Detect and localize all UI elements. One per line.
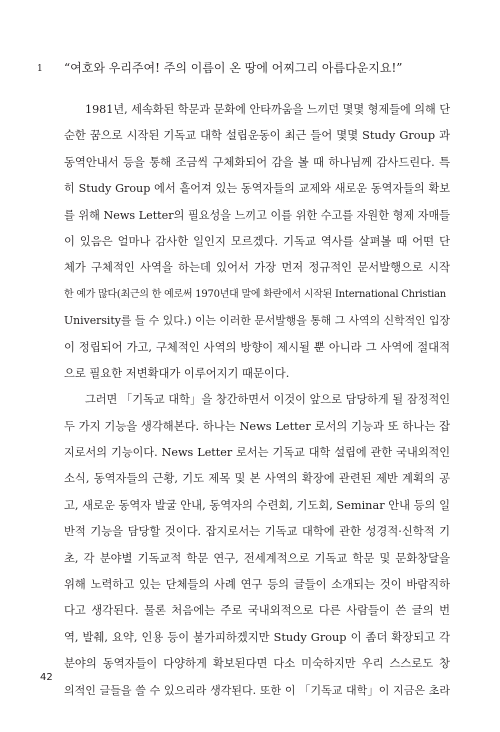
text-line: 위해 노력하고 있는 단체들의 사례 연구 등의 글들이 소개되는 것이 바람직하 <box>64 578 450 592</box>
text-line: 의적인 글들을 쓸 수 있으리라 생각된다. 또한 이 「기독교 대학」이 지금은 초라 <box>64 683 450 697</box>
body-text <box>64 97 450 704</box>
text-line: 를 위해 News Letter의 필요성을 느끼고 이를 위한 수고를 자원한 형제 자매들 <box>64 208 450 222</box>
text-line: 히 Study Group 에서 흩어져 있는 동역자들의 교제와 새로운 동역자들의 확보 <box>64 182 450 196</box>
text-line: 그러면 「기독교 대학」을 창간하면서 이것이 앞으로 담당하게 될 잠정적인 <box>85 393 450 407</box>
text-line: 초, 각 분야별 기독교적 학문 연구, 전세계적으로 기독교 학문 및 문화창달을 <box>64 551 450 565</box>
text-line: 소식, 동역자들의 근황, 기도 제목 및 본 사역의 확장에 관련된 제반 계획의 공 <box>64 472 450 486</box>
footnote-marker: 1 <box>37 64 43 74</box>
text-line: 지로서의 기능이다. News Letter 로서는 기독교 대학 설립에 관한 국내외적인 <box>64 446 450 460</box>
paragraph-1 <box>64 97 450 387</box>
text-line: 체가 구체적인 사역을 하는데 있어서 가장 먼저 정규적인 문서발행으로 시작 <box>64 261 450 275</box>
text-line: 이 있음은 얼마나 감사한 일인지 모르겠다. 기독교 역사를 살펴볼 때 어떤 단 <box>64 234 450 248</box>
text-line: University를 들 수 있다.) 이는 이러한 문서발행을 통해 그 사역의 신학적인 입장 <box>64 314 450 328</box>
text-line: 두 가지 기능을 생각해본다. 하나는 News Letter 로서의 기능과 또 하나는 잡 <box>64 419 450 433</box>
text-line: 분야의 동역자들이 다양하게 확보된다면 다소 미숙하지만 우리 스스로도 창 <box>64 657 450 671</box>
text-line: 고, 새로운 동역자 발굴 안내, 동역자의 수련회, 기도회, Seminar 안내 등의 일 <box>64 498 450 512</box>
text-line: 동역안내서 등을 통해 조금씩 구체화되어 감을 볼 때 하나님께 감사드린다. 특 <box>64 155 450 169</box>
text-line: 역, 발췌, 요약, 인용 등이 불가피하겠지만 Study Group 이 좀더 확장되고 각 <box>64 630 450 644</box>
text-line: 한 예가 많다(최근의 한 예로써 1970년대 말에 화란에서 시작된 International Christian <box>64 288 447 300</box>
text-line: 으로 필요한 저변확대가 이루어지기 때문이다. <box>64 366 290 380</box>
page-number: 42 <box>40 672 53 683</box>
text-line: 1981년, 세속화된 학문과 문화에 안타까움을 느끼던 몇몇 형제들에 의해 단 <box>85 103 451 116</box>
text-line: 다고 생각된다. 물론 처음에는 주로 국내외적으로 다른 사람들이 쓴 글의 번 <box>64 604 450 618</box>
text-line: 반적 기능을 담당할 것이다. 잡지로서는 기독교 대학에 관한 성경적·신학적 기 <box>64 525 450 539</box>
text-line: 순한 꿈으로 시작된 기독교 대학 설립운동이 최근 들어 몇몇 Study Group 과 <box>64 129 450 143</box>
text-line: 이 정립되어 가고, 구체적인 사역의 방향이 제시될 뿐 아니라 그 사역에 절대적 <box>64 340 450 354</box>
epigraph-quote: “여호와 우리주여! 주의 이름이 온 땅에 어찌그리 아름다운지요!” <box>64 61 403 75</box>
paragraph-2 <box>64 387 450 704</box>
